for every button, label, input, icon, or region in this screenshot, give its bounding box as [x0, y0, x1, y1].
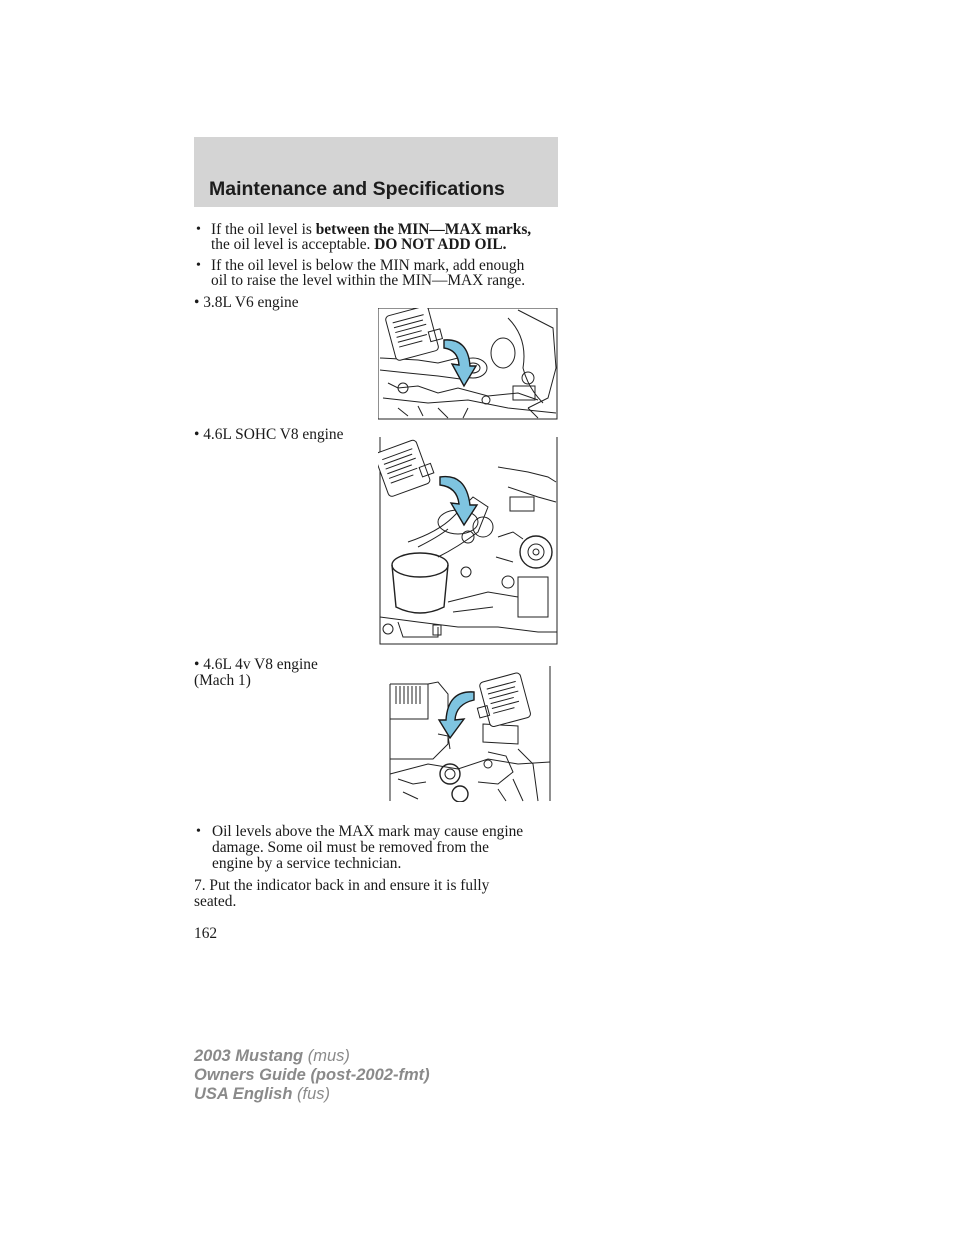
section-header-band — [194, 137, 558, 207]
section-title: Maintenance and Specifications — [209, 178, 505, 200]
bullet-oil-acceptable-line1: If the oil level is between the MIN—MAX marks, — [211, 221, 532, 238]
engine-label-mach1: (Mach 1) — [194, 672, 251, 689]
bullet-oil-acceptable-line2: the oil level is acceptable. DO NOT ADD OIL. — [211, 236, 507, 253]
bullet-dot: • — [196, 222, 201, 237]
bullet-dot: • — [196, 824, 201, 839]
engine-38l-v6-illustration — [378, 308, 558, 420]
bullet-overfill-line2: damage. Some oil must be removed from the — [212, 839, 489, 856]
step-7-line2: seated. — [194, 893, 237, 910]
bullet-dot: • — [196, 258, 201, 273]
step-7-line1: 7. Put the indicator back in and ensure it is fully — [194, 877, 490, 894]
engine-46l-sohc-v8-illustration — [378, 437, 558, 645]
bullet-overfill-line3: engine by a service technician. — [212, 855, 402, 872]
engine-label-38l-v6: • 3.8L V6 engine — [194, 294, 299, 311]
bullet-add-oil-line2: oil to raise the level within the MIN—MAX range. — [211, 272, 526, 289]
bullet-add-oil-line1: If the oil level is below the MIN mark, add enough — [211, 257, 525, 274]
engine-label-46l-sohc-v8: • 4.6L SOHC V8 engine — [194, 426, 344, 443]
bullet-overfill-line1: Oil levels above the MAX mark may cause engine — [212, 823, 524, 840]
footer-language-line: USA English (fus) — [194, 1085, 330, 1103]
engine-label-46l-4v-v8: • 4.6L 4v V8 engine — [194, 656, 318, 673]
footer-vehicle-line: 2003 Mustang (mus) — [194, 1047, 350, 1065]
page-number: 162 — [194, 925, 218, 942]
footer-document-info — [194, 1047, 430, 1104]
footer-guide-line: Owners Guide (post-2002-fmt) — [194, 1066, 430, 1084]
engine-46l-4v-v8-illustration — [388, 664, 552, 802]
